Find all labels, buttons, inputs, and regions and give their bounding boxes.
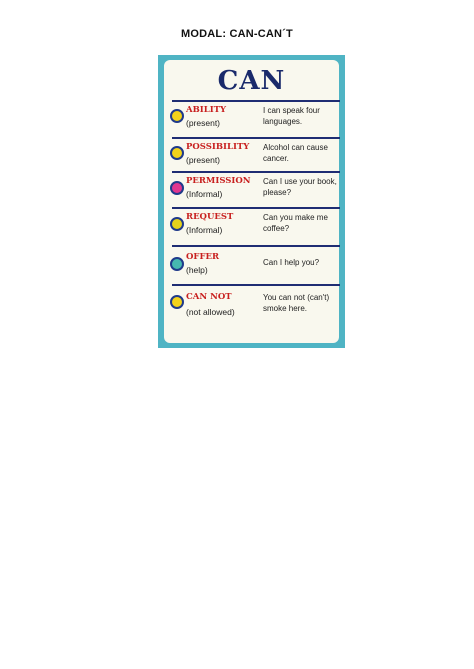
- row-sublabel: (present): [186, 118, 221, 128]
- row-sublabel: (Informal): [186, 189, 223, 199]
- row-label: POSSIBILITY: [186, 142, 250, 152]
- modal-row-request: [164, 212, 339, 248]
- row-example: Can I use your book, please?: [263, 177, 337, 197]
- row-label: OFFER: [186, 252, 220, 262]
- bullet-dot-icon: [170, 146, 184, 160]
- row-label: CAN NOT: [186, 292, 232, 302]
- row-example: Can you make me coffee?: [263, 213, 328, 233]
- row-label: REQUEST: [186, 212, 234, 222]
- row-example: I can speak four languages.: [263, 106, 320, 126]
- bullet-dot-icon: [170, 217, 184, 231]
- modal-row-can-not: [164, 292, 339, 328]
- can-poster: [158, 55, 345, 348]
- bullet-dot-icon: [170, 109, 184, 123]
- row-label: PERMISSION: [186, 176, 251, 186]
- divider: [172, 137, 340, 139]
- divider: [172, 284, 340, 286]
- divider: [172, 100, 340, 102]
- modal-row-ability: [164, 105, 339, 141]
- row-example: Alcohol can cause cancer.: [263, 143, 328, 163]
- row-sublabel: (Informal): [186, 225, 223, 235]
- row-sublabel: (not allowed): [186, 307, 235, 317]
- divider: [172, 207, 340, 209]
- bullet-dot-icon: [170, 181, 184, 195]
- poster-card: [164, 60, 339, 343]
- divider: [172, 245, 340, 247]
- bullet-dot-icon: [170, 257, 184, 271]
- row-example: You can not (can't) smoke here.: [263, 293, 330, 313]
- row-example: Can I help you?: [263, 258, 320, 267]
- row-sublabel: (present): [186, 155, 221, 165]
- divider: [172, 171, 340, 173]
- row-sublabel: (help): [186, 265, 208, 275]
- poster-heading: CAN: [217, 66, 286, 96]
- modal-row-offer: [164, 252, 339, 288]
- bullet-dot-icon: [170, 295, 184, 309]
- row-label: ABILITY: [186, 105, 227, 115]
- page-title: MODAL: CAN-CAN´T: [181, 28, 293, 40]
